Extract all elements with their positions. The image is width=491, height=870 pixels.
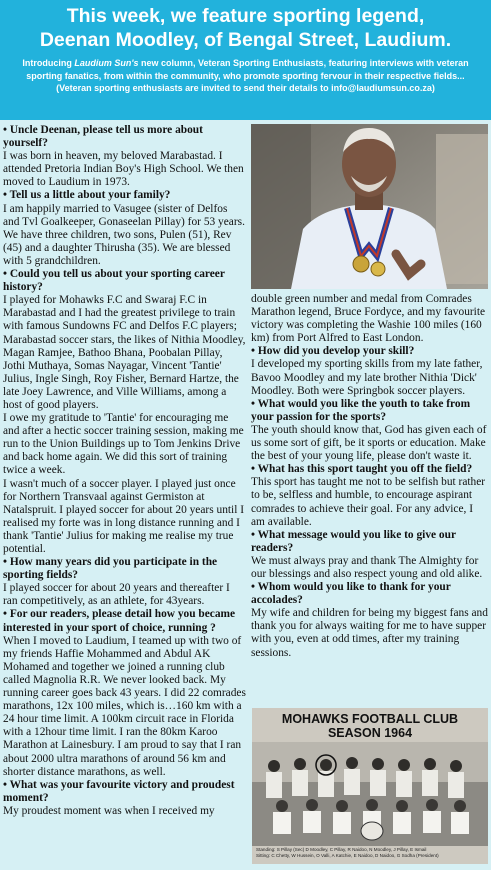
interview-question: • What has this sport taught you off the field? (251, 463, 473, 476)
interview-answer: double green number and medal from Comrades Marathon legend, Bruce Fordyce, and my favourite victory was completing the Washie 100 miles (160 km) from Port Alfred to East London. (251, 293, 486, 345)
interview-answer: My proudest moment was when I received my (3, 804, 215, 817)
caption-sitting: Sitting: C Chetty, W Hussein, O Valli, A Katchie, E Naidoo, D Naidoo, G Sodha (President) (256, 852, 439, 858)
interview-answer: I developed my sporting skills from my late father, Bavoo Moodley and my late brother Nithia 'Dick' Moodley. Both were Springbok soccer players. (251, 358, 483, 397)
headline-line-2: Deenan Moodley, of Bengal Street, Laudium. (39, 29, 452, 51)
team-photo (252, 708, 488, 864)
team-photo-title-line-2: SEASON 1964 (327, 726, 413, 740)
interview-answer: I wasn't much of a soccer player. I played just once for Northern Transvaal against Germiston at Natalspruit. I played soccer for about 20 years until I realised my forte was in long distance running and I thank 'Tantie' Julius for making me realise my true potential. (3, 477, 245, 555)
interview-question: • Whom would you like to thank for your accolades? (251, 581, 451, 607)
portrait-photo (251, 124, 488, 289)
article-right-column (251, 293, 488, 660)
intro-text: new column, Veteran Sporting Enthusiasts, featuring interviews with veteran sporting fanatics, from within the community, who promote sporting fervour in their respective fields... (Veteran sporting enthusiasts are invited to send their details to info@laudiumsun.co.za) (26, 58, 469, 93)
interview-question: • What would you like the youth to take from your passion for the sports? (251, 397, 471, 423)
headline-line-1: This week, we feature sporting legend, (66, 5, 425, 27)
interview-question: • What was your favourite victory and proudest moment? (3, 778, 235, 804)
caption-standing: Standing: S Pillay (Sec) D Moodley, C Pillay, R Naidoo, N Moodley, J Pillay, E Ismail (256, 847, 427, 852)
interview-question: • Could you tell us about your sporting career history? (3, 268, 225, 294)
interview-answer: This sport has taught me not to be selfish but rather to be, selfless and humble, to encourage aspirant comrades to achieve their goal. For any advice, I am available. (251, 476, 486, 528)
header-banner (0, 0, 491, 120)
interview-answer: We must always pray and thank The Almighty for our blessings and also respect young and old alike. (251, 554, 483, 580)
interview-answer: I was born in heaven, my beloved Marabastad. I attended Pretoria Indian Boy's High School. We then moved to Laudium in 1973. (3, 150, 244, 189)
headline (10, 4, 481, 52)
portrait-image (251, 124, 488, 289)
interview-answer: I played for Mohawks F.C and Swaraj F.C in Marabastad and I had the greatest privilege to train with famous Sundowns FC and Delfos F.C players; Marabastad soccer stars, the likes of Nithia Moodley, Magan Ramjee, Bathoo Bhana, Poobalan Pillay, Jothi Muthaya, Somas Nayagar, Vincent 'Tantie' Julius, Ingle Singh, Roy Fisher, Bernard Hartze, the late Joey Lawrence, and Ville Williams, among a host of good players. (3, 294, 246, 411)
interview-question: • For our readers, please detail how you became interested in your sport of choice, running ? (3, 608, 236, 634)
team-photo-title-line-1: MOHAWKS FOOTBALL CLUB (281, 712, 459, 726)
publication-name: Laudium Sun's (74, 58, 139, 68)
interview-answer: I owe my gratitude to 'Tantie' for encouraging me and after a hectic soccer training session, making me run to the Union Buildings up to Tom Jenkins Drive and back home again. We did this sort of training twice a week. (3, 412, 244, 477)
intro-prefix: Introducing (22, 58, 75, 68)
team-photo-title (252, 712, 488, 740)
interview-answer: The youth should know that, God has given each of us some sort of gift, be it sports or education. Make the best of your young life, please don't waste it. (251, 423, 487, 463)
interview-question: • What message would you like to give our readers? (251, 528, 456, 554)
interview-answer: My wife and children for being my biggest fans and thank you for always waiting for me to have supper with you, even at odd times, after my training sessions. (251, 607, 488, 659)
article-left-column (3, 124, 246, 818)
team-photo-caption (256, 847, 484, 858)
interview-answer: I played soccer for about 20 years and thereafter I ran competitively, as an athlete, for 43years. (3, 582, 230, 608)
interview-answer: I am happily married to Vasugee (sister of Delfos and Tvl Goalkeeper, Gonaseelan Pillay) for 53 years. We have three children, two sons, Pulen (51), Rev (45) and a daughter Thirusha (35). We are blessed with 5 grandchildren. (3, 202, 245, 267)
interview-question: • How did you develop your skill? (251, 345, 415, 358)
interview-question: • Uncle Deenan, please tell us more about yourself? (3, 124, 203, 150)
column-introduction (10, 57, 481, 95)
interview-question: • Tell us a little about your family? (3, 189, 171, 202)
interview-question: • How many years did you participate in the sporting fields? (3, 556, 218, 582)
interview-answer: When I moved to Laudium, I teamed up with two of my friends Haffie Mohammed and Abdul AK Mohamed and together we joined a running club called Magnolia R.R. We never looked back. My running career goes back 43 years. I did 22 comrades marathons, 12x 100 miles, which is…160 km with a 24 hour time limit. A 100km circuit race in Florida with a 12hour time limit. I ran the 80km Karoo Marathon at Lainesbury. I am proud to say that I ran about 2000 ultra marathons of around 56 km and shorter distance marathons, as well. (3, 634, 246, 778)
